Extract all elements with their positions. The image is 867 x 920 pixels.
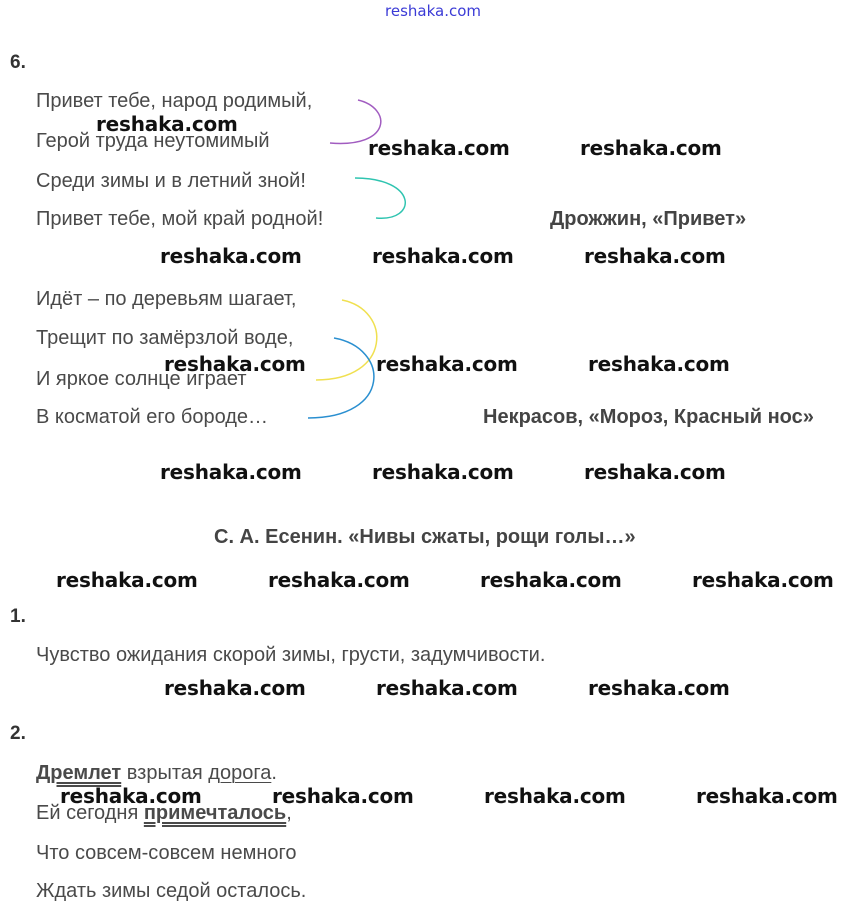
watermark: reshaka.com	[160, 244, 302, 268]
watermark: reshaka.com	[376, 676, 518, 700]
poem2-line: Идёт – по деревьям шагает,	[36, 288, 297, 310]
plain-text: взрытая	[121, 762, 209, 784]
watermark: reshaka.com	[584, 460, 726, 484]
watermark: reshaka.com	[96, 112, 238, 136]
poem1-line: Среди зимы и в летний зной!	[36, 170, 306, 192]
section-title: С. А. Есенин. «Нивы сжаты, рощи голы…»	[214, 526, 636, 548]
plain-text: Ей сегодня	[36, 802, 144, 824]
watermark: reshaka.com	[56, 568, 198, 592]
watermark: reshaka.com	[272, 784, 414, 808]
watermark: reshaka.com	[588, 352, 730, 376]
watermark: reshaka.com	[580, 136, 722, 160]
watermark: reshaka.com	[376, 352, 518, 376]
site-watermark[interactable]: reshaka.com	[385, 2, 481, 20]
watermark: reshaka.com	[588, 676, 730, 700]
verse-line	[36, 762, 277, 785]
rhyme-arc-teal	[355, 178, 405, 218]
watermark: reshaka.com	[268, 568, 410, 592]
poem1-line: Привет тебе, мой край родной!	[36, 208, 324, 230]
poem1-author: Дрожжин, «Привет»	[550, 208, 747, 230]
watermark: reshaka.com	[60, 784, 202, 808]
question-number: 2.	[10, 723, 26, 744]
subject-word: дорога	[208, 762, 272, 784]
watermark: reshaka.com	[164, 352, 306, 376]
plain-text: ,	[286, 802, 292, 824]
question-number: 1.	[10, 606, 26, 627]
watermark: reshaka.com	[368, 136, 510, 160]
watermark: reshaka.com	[480, 568, 622, 592]
verse-line: Что совсем-совсем немного	[36, 842, 297, 864]
watermark: reshaka.com	[372, 244, 514, 268]
poem2-line: В косматой его бороде…	[36, 406, 269, 428]
rhyme-arc-yellow	[316, 300, 377, 380]
predicate-word: примечталось	[143, 802, 287, 824]
watermark: reshaka.com	[584, 244, 726, 268]
watermark: reshaka.com	[692, 568, 834, 592]
answer-text: Чувство ожидания скорой зимы, грусти, задумчивости.	[36, 644, 546, 666]
poem2-line: И яркое солнце играет	[36, 368, 247, 390]
watermark: reshaka.com	[164, 676, 306, 700]
verse-line: Ждать зимы седой осталось.	[36, 880, 307, 902]
poem2-author: Некрасов, «Мороз, Красный нос»	[483, 406, 814, 428]
rhyme-arc-blue	[308, 338, 374, 418]
predicate-word: Дремлет	[36, 762, 122, 784]
watermark: reshaka.com	[484, 784, 626, 808]
poem1-line: Привет тебе, народ родимый,	[36, 90, 313, 112]
plain-text: .	[271, 762, 277, 784]
poem2-line: Трещит по замёрзлой воде,	[36, 327, 294, 349]
watermark: reshaka.com	[696, 784, 838, 808]
watermark: reshaka.com	[160, 460, 302, 484]
poem1-line: Герой труда неутомимый	[36, 130, 270, 152]
watermark: reshaka.com	[372, 460, 514, 484]
task-number: 6.	[10, 52, 26, 73]
